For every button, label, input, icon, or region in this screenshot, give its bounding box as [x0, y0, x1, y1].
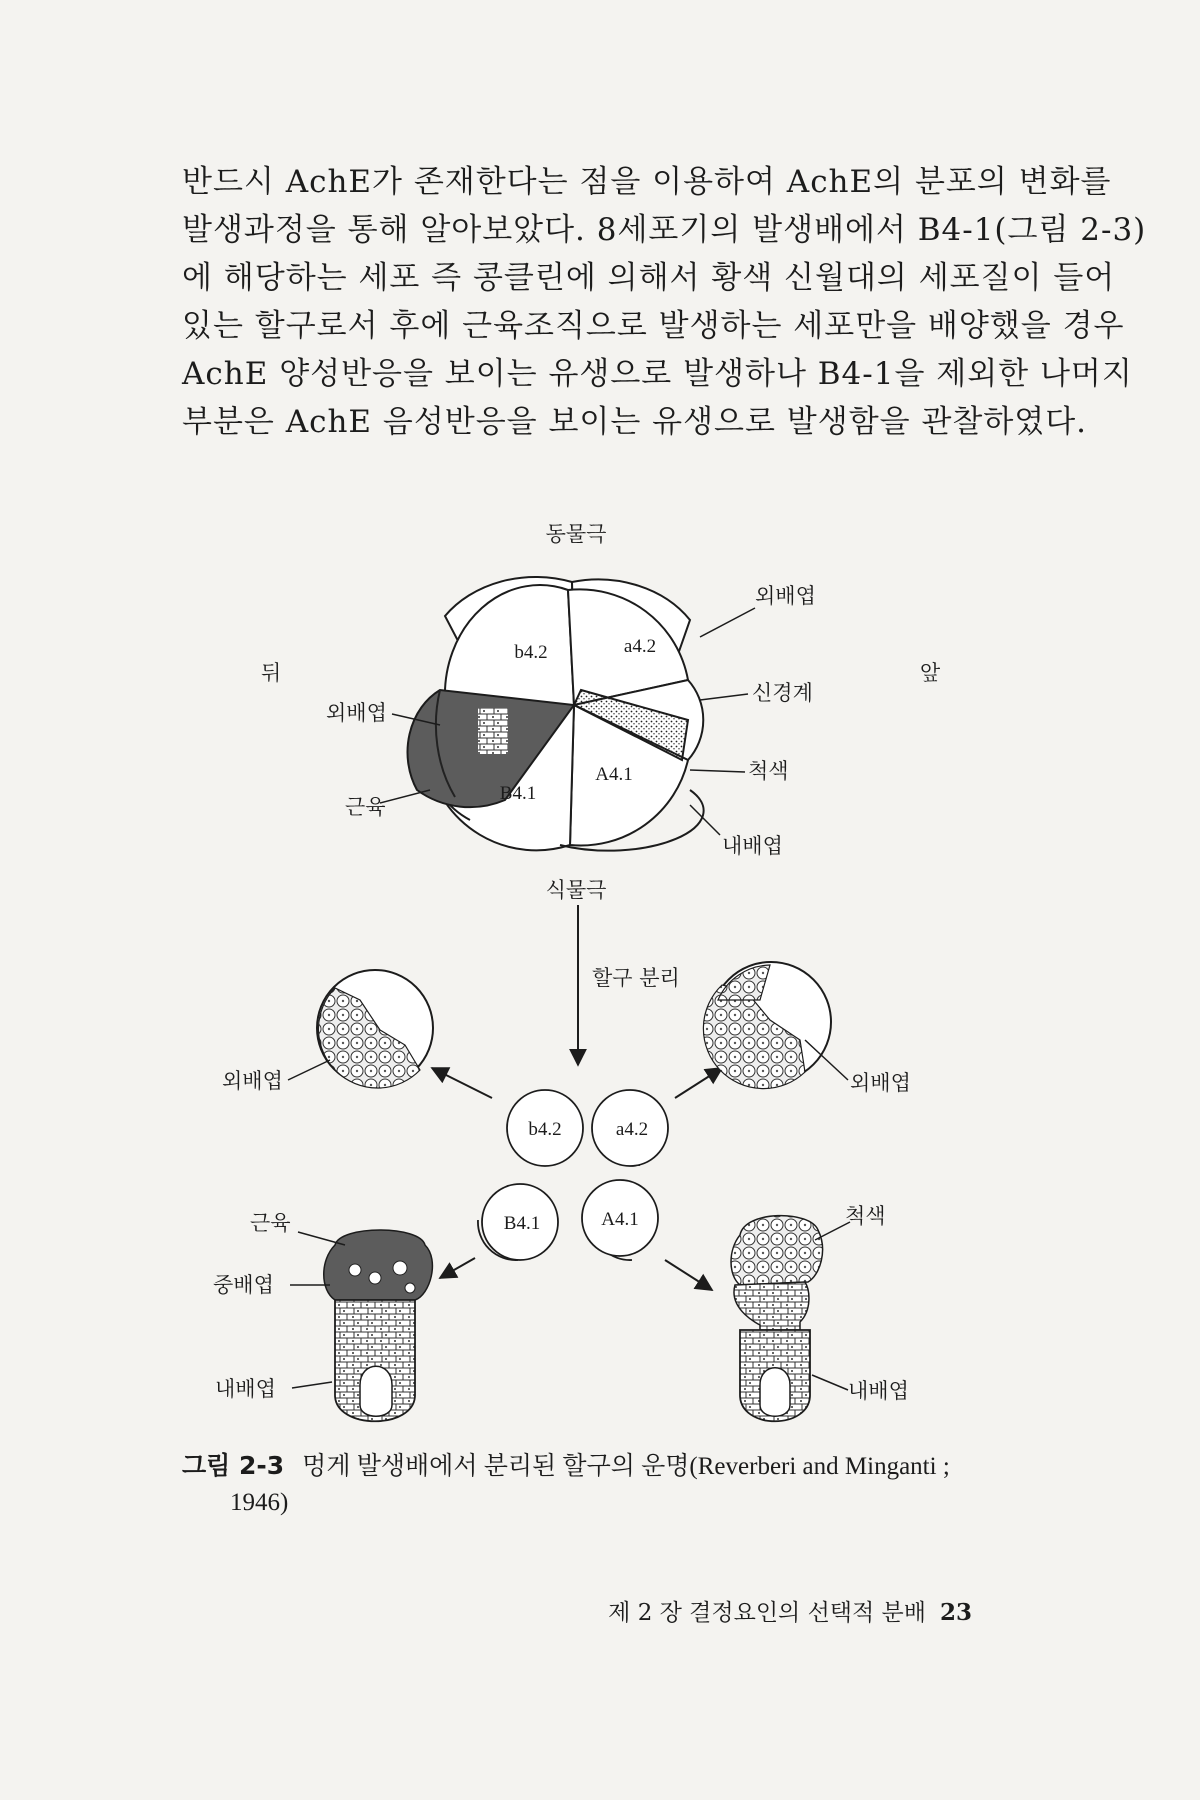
label-notochord: 척색 — [748, 759, 789, 783]
outcome-b42-label: 외배엽 — [222, 1069, 283, 1093]
outcome-b42-epidermis — [222, 970, 433, 1093]
label-neural: 신경계 — [752, 681, 813, 705]
outcome-b41-mesoderm-label: 중배엽 — [213, 1273, 274, 1297]
blastomere-label-b41: B4.1 — [503, 1213, 541, 1234]
label-ectoderm-left: 외배엽 — [326, 701, 387, 725]
fate-arrow-a42 — [675, 1068, 722, 1098]
vegetal-pole-label: 식물극 — [545, 878, 607, 902]
body-line: 에 해당하는 세포 즉 콩클린에 의해서 황색 신월대의 세포질이 들어 — [182, 260, 1116, 296]
outcome-b41-tadpole — [213, 1211, 432, 1421]
fate-arrow-b42 — [432, 1068, 492, 1098]
outcome-b41-muscle-label: 근육 — [250, 1211, 291, 1235]
label-ectoderm-right: 외배엽 — [755, 584, 816, 608]
fate-arrow-a41 — [665, 1260, 712, 1290]
embryo-8-cell — [408, 577, 704, 851]
label-muscle: 근육 — [345, 795, 386, 819]
fate-arrow-b41 — [440, 1258, 475, 1278]
page-number: 23 — [939, 1599, 972, 1626]
cell-label-a42: a4.2 — [623, 636, 657, 657]
posterior-label: 뒤 — [260, 661, 282, 685]
body-line: 부분은 AchE 음성반응을 보이는 유생으로 발생함을 관찰하였다. — [182, 404, 1088, 440]
caption-year: 1946) — [230, 1489, 289, 1516]
figure-caption — [182, 1448, 1022, 1521]
page-footer — [0, 1594, 972, 1627]
caption-figure-number: 그림 2-3 — [182, 1451, 285, 1480]
cell-label-b41: B4.1 — [499, 783, 537, 804]
body-line: AchE 양성반응을 보이는 유생으로 발생하나 B4-1을 제외한 나머지 — [182, 356, 1133, 392]
cell-label-a41: A4.1 — [595, 764, 633, 785]
outcome-b41-endoderm-label: 내배엽 — [215, 1377, 276, 1401]
body-line: 반드시 AchE가 존재한다는 점을 이용하여 AchE의 분포의 변화를 — [182, 164, 1112, 200]
footer-chapter: 제 2 장 결정요인의 선택적 분배 — [608, 1600, 926, 1626]
blastomere-label-a41: A4.1 — [601, 1209, 639, 1230]
outcome-a41-endoderm-label: 내배엽 — [848, 1379, 909, 1403]
outcome-a41-tadpole — [731, 1204, 909, 1421]
caption-text: 멍게 발생배에서 분리된 할구의 운명(Reverberi and Minganti ; — [302, 1453, 950, 1480]
body-line: 발생과정을 통해 알아보았다. 8세포기의 발생배에서 B4-1(그림 2-3) — [182, 212, 1147, 248]
separation-label: 할구 분리 — [592, 966, 680, 990]
anterior-label: 앞 — [919, 661, 941, 685]
isolated-blastomeres — [478, 1090, 668, 1260]
outcome-a41-notochord-label: 척색 — [845, 1204, 886, 1228]
label-endoderm: 내배엽 — [722, 834, 783, 858]
cell-label-b42: b4.2 — [514, 642, 548, 663]
body-line: 있는 할구로서 후에 근육조직으로 발생하는 세포만을 배양했을 경우 — [182, 308, 1125, 344]
outcome-a42-epidermis — [703, 962, 910, 1095]
blastomere-label-a42: a4.2 — [615, 1119, 649, 1140]
blastomere-label-b42: b4.2 — [528, 1119, 562, 1140]
animal-pole-label: 동물극 — [545, 522, 607, 546]
outcome-a42-label: 외배엽 — [850, 1071, 911, 1095]
